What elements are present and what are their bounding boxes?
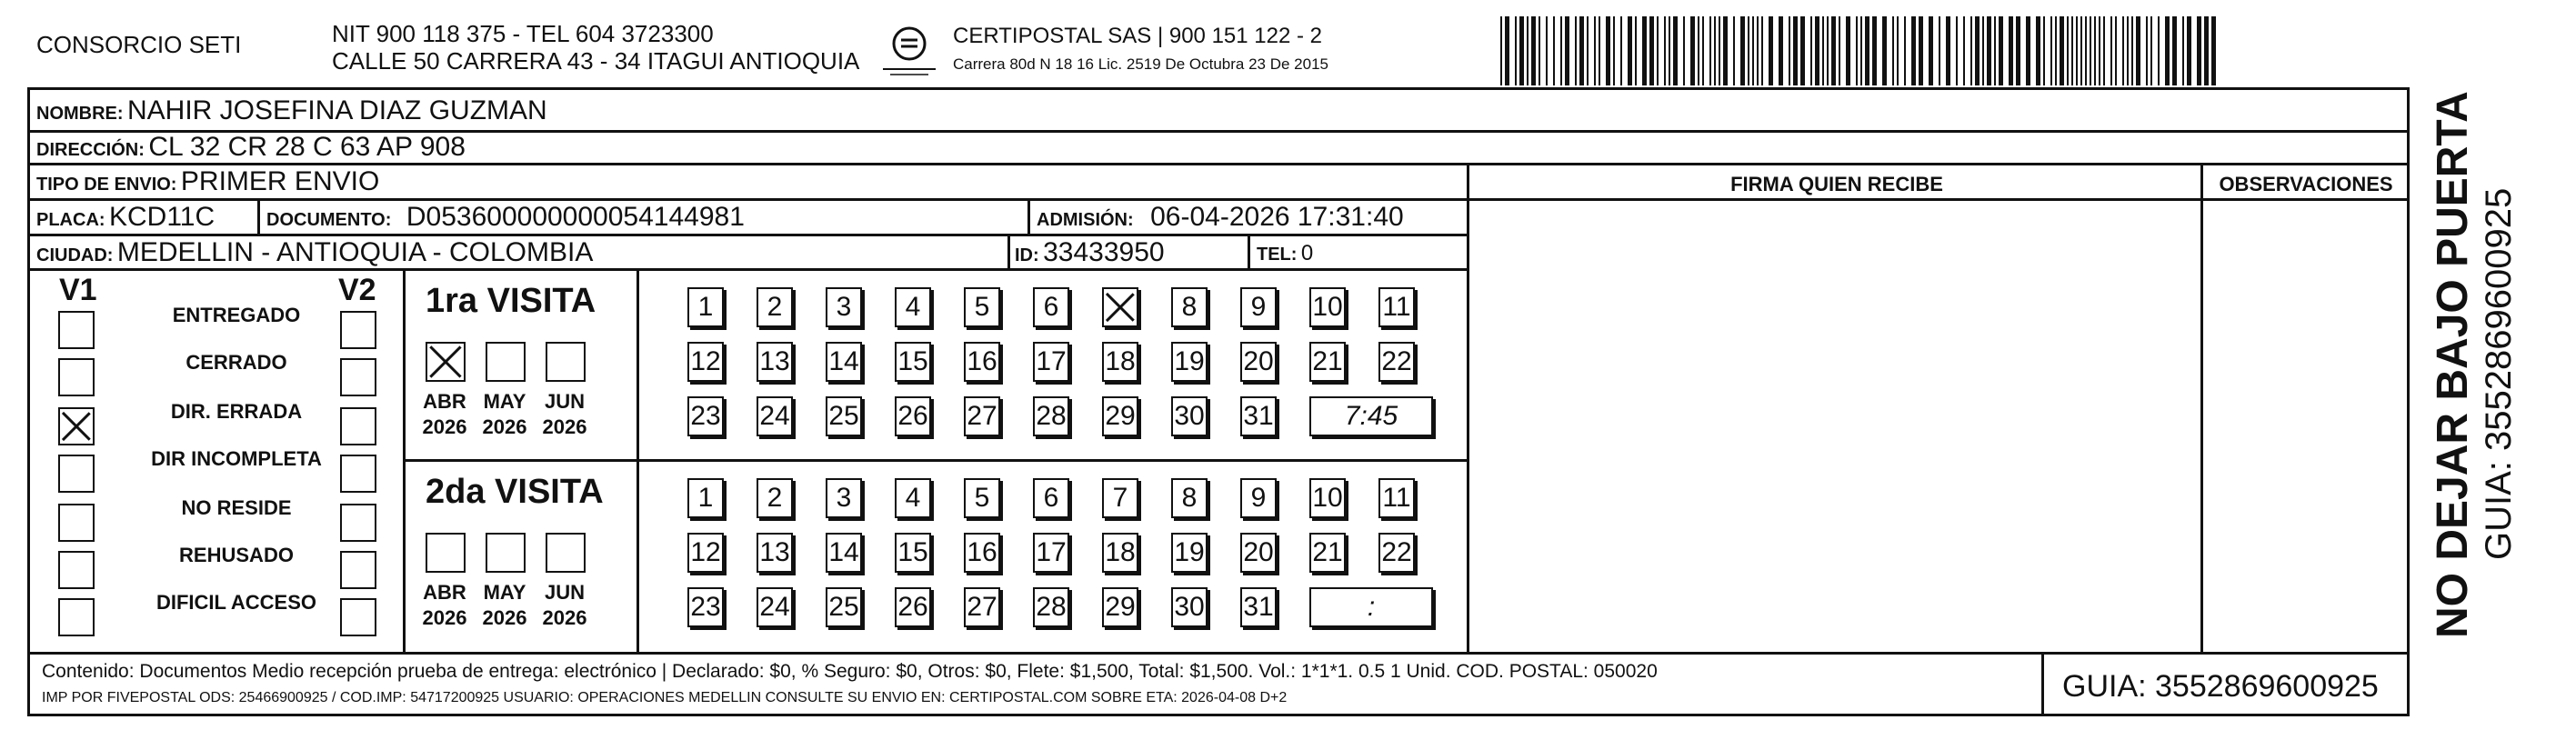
barcode-bar	[1946, 16, 1950, 85]
barcode-bar	[1975, 16, 1980, 85]
barcode-bar	[1769, 16, 1773, 85]
day-box[interactable]: 28	[1033, 587, 1069, 627]
certipostal-logo	[877, 24, 941, 78]
day-box[interactable]: 14	[826, 342, 862, 382]
day-box[interactable]: 23	[687, 396, 724, 436]
v2-checkbox[interactable]	[340, 455, 376, 493]
month-label	[415, 580, 475, 630]
month-year: 2026	[422, 605, 467, 629]
firma-header: FIRMA QUIEN RECIBE	[1730, 173, 1943, 195]
barcode-bar	[1500, 16, 1502, 85]
day-box[interactable]: 26	[895, 396, 931, 436]
day-box[interactable]: 4	[895, 478, 931, 518]
v2-checkbox[interactable]	[340, 598, 376, 636]
barcode-bar	[1939, 16, 1940, 85]
v1-checkbox[interactable]	[58, 455, 95, 493]
day-box[interactable]: 27	[964, 587, 1000, 627]
day-box[interactable]: 6	[1033, 478, 1069, 518]
month-checkbox[interactable]	[486, 533, 526, 573]
barcode-bar	[1606, 16, 1610, 85]
company-name: CONSORCIO SETI	[36, 31, 242, 58]
barcode-bar	[1673, 16, 1678, 85]
certipostal-line-2: Carrera 80d N 18 16 Lic. 2519 De Octubra 23 De 2015	[953, 55, 1328, 73]
status-label: NO RESIDE	[181, 496, 292, 519]
status-label: CERRADO	[185, 351, 287, 374]
v2-header: V2	[338, 273, 376, 307]
day-box[interactable]: 14	[826, 533, 862, 573]
placa-label: PLACA:	[36, 210, 105, 230]
barcode-bar	[1531, 16, 1536, 85]
day-box[interactable]: 16	[964, 533, 1000, 573]
documento-label: DOCUMENTO:	[266, 210, 392, 230]
month-checkbox[interactable]	[546, 533, 586, 573]
day-box[interactable]: 8	[1171, 287, 1208, 327]
v2-checkbox[interactable]	[340, 407, 376, 445]
day-box[interactable]: 3	[826, 287, 862, 327]
day-box[interactable]: 20	[1240, 533, 1277, 573]
ciudad-label: CIUDAD:	[36, 245, 114, 265]
barcode-bar	[2009, 16, 2013, 85]
tel-label: TEL:	[1257, 245, 1298, 265]
tipo-envio-row	[36, 168, 379, 195]
day-box[interactable]: 2	[757, 287, 793, 327]
barcode-bar	[2043, 16, 2045, 85]
barcode-bar	[2050, 16, 2052, 85]
barcode-bar	[1546, 16, 1548, 85]
month-label	[535, 389, 595, 439]
time-box[interactable]: :	[1309, 587, 1433, 627]
barcode-bar	[1846, 16, 1850, 85]
day-box[interactable]: 21	[1309, 342, 1346, 382]
v1-checkbox[interactable]	[58, 311, 95, 349]
day-box[interactable]: 12	[687, 342, 724, 382]
ciudad-value: MEDELLIN - ANTIOQUIA - COLOMBIA	[116, 237, 594, 267]
id-value: 33433950	[1043, 237, 1165, 267]
tel-row	[1257, 243, 1313, 265]
day-box[interactable]: 9	[1240, 287, 1277, 327]
barcode-bar	[2076, 16, 2078, 85]
barcode-bar	[1872, 16, 1877, 85]
day-box[interactable]: 17	[1033, 533, 1069, 573]
status-label: ENTREGADO	[172, 304, 301, 326]
barcode-bar	[1620, 16, 1622, 85]
day-box[interactable]: 16	[964, 342, 1000, 382]
day-box[interactable]	[1102, 287, 1138, 327]
day-box[interactable]: 6	[1033, 287, 1069, 327]
barcode-bar	[1613, 16, 1615, 85]
month-label	[475, 580, 535, 630]
barcode-bar	[1789, 16, 1790, 85]
month-name: JUN	[544, 581, 585, 604]
direccion-row	[36, 134, 466, 161]
tipo-envio-label: TIPO DE ENVIO:	[36, 175, 177, 195]
side-text	[2419, 87, 2537, 651]
month-name: ABR	[423, 581, 466, 604]
barcode-bar	[1657, 16, 1659, 85]
day-box[interactable]: 31	[1240, 587, 1277, 627]
day-box[interactable]: 5	[964, 478, 1000, 518]
barcode-bar	[1649, 16, 1654, 85]
barcode-bar	[1757, 16, 1759, 85]
barcode-bar	[2131, 16, 2133, 85]
barcode-bar	[1733, 16, 1735, 85]
barcode-bar	[1929, 16, 1933, 85]
no-dejar-bajo-puerta: NO DEJAR BAJO PUERTA	[2429, 91, 2477, 638]
day-box[interactable]: 25	[826, 396, 862, 436]
day-box[interactable]: 9	[1240, 478, 1277, 518]
barcode-bar	[1779, 16, 1783, 85]
day-box[interactable]: 23	[687, 587, 724, 627]
day-box[interactable]: 5	[964, 287, 1000, 327]
observaciones-header: OBSERVACIONES	[2219, 173, 2393, 195]
month-label	[535, 580, 595, 630]
placa-row	[36, 204, 215, 231]
barcode-bar	[2150, 16, 2152, 85]
admision-value: 06-04-2026 17:31:40	[1150, 202, 1404, 232]
barcode-bar	[2016, 16, 2020, 85]
day-box[interactable]: 15	[895, 342, 931, 382]
month-checkbox[interactable]	[486, 342, 526, 382]
barcode-bar	[2110, 16, 2112, 85]
barcode-bar	[2026, 16, 2030, 85]
day-box[interactable]: 4	[895, 287, 931, 327]
tipo-envio-value: PRIMER ENVIO	[180, 166, 380, 196]
day-box[interactable]: 7	[1102, 478, 1138, 518]
month-year: 2026	[482, 605, 527, 629]
barcode-bar	[1839, 16, 1840, 85]
barcode-bar	[1575, 16, 1577, 85]
v1-checkbox[interactable]	[58, 504, 95, 542]
direccion-label: DIRECCIÓN:	[36, 140, 145, 160]
day-box[interactable]: 28	[1033, 396, 1069, 436]
barcode-bar	[1723, 16, 1728, 85]
day-box[interactable]: 13	[757, 342, 793, 382]
id-row	[1015, 239, 1165, 266]
day-box[interactable]: 1	[687, 478, 724, 518]
barcode-bar	[1628, 16, 1632, 85]
barcode-bar	[2071, 16, 2073, 85]
barcode-bar	[2197, 16, 2201, 85]
barcode-bar	[2204, 16, 2209, 85]
barcode-bar	[2094, 16, 2096, 85]
day-box[interactable]: 29	[1102, 587, 1138, 627]
barcode-bar	[1831, 16, 1836, 85]
barcode-bar	[1683, 16, 1685, 85]
day-box[interactable]: 18	[1102, 342, 1138, 382]
v2-checkbox[interactable]	[340, 551, 376, 589]
visit1-title: 1ra VISITA	[426, 282, 596, 320]
nit-line-2: CALLE 50 CARRERA 43 - 34 ITAGUI ANTIOQUIA	[332, 47, 860, 75]
barcode	[1500, 16, 2228, 85]
barcode-bar	[1515, 16, 1517, 85]
barcode-bar	[1970, 16, 1972, 85]
barcode-bar	[1856, 16, 1858, 85]
day-box[interactable]: 20	[1240, 342, 1277, 382]
barcode-bar	[1664, 16, 1666, 85]
barcode-bar	[1690, 16, 1695, 85]
barcode-bar	[2115, 16, 2117, 85]
barcode-bar	[2136, 16, 2140, 85]
barcode-bar	[1822, 16, 1824, 85]
barcode-bar	[1698, 16, 1699, 85]
barcode-bar	[2036, 16, 2040, 85]
day-box[interactable]: 15	[895, 533, 931, 573]
month-label	[475, 389, 535, 439]
barcode-bar	[1897, 16, 1899, 85]
barcode-bar	[1719, 16, 1720, 85]
day-box[interactable]: 10	[1309, 287, 1346, 327]
barcode-bar	[1800, 16, 1805, 85]
admision-row	[1037, 204, 1404, 231]
nombre-label: NOMBRE:	[36, 104, 124, 124]
direccion-value: CL 32 CR 28 C 63 AP 908	[148, 132, 466, 162]
barcode-bar	[2127, 16, 2129, 85]
barcode-bar	[2060, 16, 2064, 85]
id-label: ID:	[1015, 245, 1039, 265]
barcode-bar	[1999, 16, 2003, 85]
month-year: 2026	[422, 415, 467, 438]
barcode-bar	[1553, 16, 1555, 85]
barcode-bar	[2080, 16, 2082, 85]
day-box[interactable]: 29	[1102, 396, 1138, 436]
barcode-bar	[2085, 16, 2087, 85]
ciudad-row	[36, 239, 593, 266]
month-checkbox[interactable]	[426, 342, 466, 382]
barcode-bar	[2211, 16, 2216, 85]
month-checkbox[interactable]	[546, 342, 586, 382]
day-box[interactable]: 19	[1171, 533, 1208, 573]
month-year: 2026	[542, 415, 587, 438]
day-box[interactable]: 21	[1309, 533, 1346, 573]
barcode-bar	[1892, 16, 1894, 85]
v2-checkbox[interactable]	[340, 504, 376, 542]
barcode-bar	[1761, 16, 1763, 85]
barcode-bar	[1635, 16, 1637, 85]
barcode-bar	[1815, 16, 1819, 85]
barcode-bar	[1860, 16, 1862, 85]
barcode-bar	[1539, 16, 1540, 85]
barcode-bar	[2103, 16, 2105, 85]
day-box[interactable]: 3	[826, 478, 862, 518]
barcode-bar	[2158, 16, 2160, 85]
barcode-bar	[1594, 16, 1596, 85]
status-label: DIR. ERRADA	[170, 400, 303, 423]
month-name: MAY	[483, 390, 526, 413]
day-box[interactable]: 2	[757, 478, 793, 518]
v1-checkbox[interactable]	[58, 358, 95, 396]
admision-label: ADMISIÓN:	[1037, 210, 1134, 230]
barcode-bar	[1565, 16, 1569, 85]
placa-value: KCD11C	[109, 202, 216, 232]
barcode-bar	[1740, 16, 1745, 85]
footer-contenido: Contenido: Documentos Medio recepción prueba de entrega: electrónico | Declarado: $0, % Seguro: $0, Otros: $0, Flete: $1,500, Total: $1,500. Vol.: 1*1*1. 0.5 1 Unid. COD. POSTAL: 050020	[42, 661, 1658, 682]
barcode-bar	[1911, 16, 1916, 85]
nombre-value: NAHIR JOSEFINA DIAZ GUZMAN	[127, 95, 547, 125]
barcode-bar	[2090, 16, 2091, 85]
day-box[interactable]: 13	[757, 533, 793, 573]
barcode-bar	[2122, 16, 2124, 85]
month-year: 2026	[482, 415, 527, 438]
nit-line-1: NIT 900 118 375 - TEL 604 3723300	[332, 20, 714, 47]
barcode-bar	[1702, 16, 1704, 85]
barcode-bar	[1963, 16, 1965, 85]
barcode-bar	[1505, 16, 1509, 85]
day-box[interactable]: 24	[757, 587, 793, 627]
barcode-bar	[1714, 16, 1716, 85]
time-box[interactable]: 7:45	[1309, 396, 1433, 436]
barcode-bar	[2172, 16, 2177, 85]
footer-imp: IMP POR FIVEPOSTAL ODS: 25466900925 / COD.IMP: 54717200925 USUARIO: OPERACIONES MEDELLIN CONSULTE SU ENVIO EN: CERTIPOSTAL.COM SOBRE ETA: 2026-04-08 D+2	[42, 690, 1288, 705]
day-box[interactable]: 22	[1378, 342, 1415, 382]
status-label: REHUSADO	[179, 544, 294, 566]
day-box[interactable]: 31	[1240, 396, 1277, 436]
day-box[interactable]: 10	[1309, 478, 1346, 518]
v1-checkbox[interactable]	[58, 551, 95, 589]
tel-value: 0	[1300, 241, 1314, 265]
day-box[interactable]: 30	[1171, 396, 1208, 436]
day-box[interactable]: 27	[964, 396, 1000, 436]
barcode-bar	[2187, 16, 2191, 85]
day-box[interactable]: 11	[1378, 478, 1415, 518]
month-name: JUN	[544, 390, 585, 413]
v1-checkbox[interactable]	[58, 598, 95, 636]
day-box[interactable]: 22	[1378, 533, 1415, 573]
v2-checkbox[interactable]	[340, 358, 376, 396]
barcode-bar	[1793, 16, 1798, 85]
barcode-bar	[1560, 16, 1562, 85]
barcode-bar	[1599, 16, 1600, 85]
barcode-bar	[1709, 16, 1711, 85]
barcode-bar	[1579, 16, 1584, 85]
v1-checkbox[interactable]	[58, 407, 95, 445]
v1-header: V1	[59, 273, 97, 307]
month-label	[415, 389, 475, 439]
month-checkbox[interactable]	[426, 533, 466, 573]
barcode-bar	[2165, 16, 2170, 85]
barcode-bar	[1519, 16, 1524, 85]
day-box[interactable]: 11	[1378, 287, 1415, 327]
documento-value: D053600000000054144981	[406, 202, 745, 232]
status-label: DIR INCOMPLETA	[151, 447, 322, 470]
month-name: ABR	[423, 390, 466, 413]
barcode-bar	[1904, 16, 1906, 85]
barcode-bar	[2099, 16, 2100, 85]
barcode-bar	[1882, 16, 1887, 85]
footer-guia: GUIA: 3552869600925	[2062, 669, 2379, 704]
status-label: DIFICIL ACCESO	[155, 591, 316, 614]
barcode-bar	[1587, 16, 1589, 85]
day-box[interactable]: 30	[1171, 587, 1208, 627]
day-box[interactable]: 26	[895, 587, 931, 627]
barcode-bar	[2055, 16, 2057, 85]
barcode-bar	[1982, 16, 1984, 85]
v2-checkbox[interactable]	[340, 311, 376, 349]
barcode-bar	[1987, 16, 1991, 85]
barcode-bar	[1752, 16, 1754, 85]
barcode-bar	[1642, 16, 1647, 85]
barcode-bar	[1956, 16, 1958, 85]
visit2-title: 2da VISITA	[426, 473, 604, 511]
barcode-bar	[1919, 16, 1923, 85]
day-box[interactable]: 19	[1171, 342, 1208, 382]
barcode-bar	[2182, 16, 2184, 85]
day-box[interactable]: 25	[826, 587, 862, 627]
day-box[interactable]: 24	[757, 396, 793, 436]
documento-row	[266, 204, 745, 231]
barcode-bar	[2146, 16, 2148, 85]
day-box[interactable]: 18	[1102, 533, 1138, 573]
month-name: MAY	[483, 581, 526, 604]
barcode-bar	[1810, 16, 1812, 85]
day-box[interactable]: 17	[1033, 342, 1069, 382]
barcode-bar	[1527, 16, 1529, 85]
certipostal-line-1: CERTIPOSTAL SAS | 900 151 122 - 2	[953, 24, 1322, 48]
month-year: 2026	[542, 605, 587, 629]
day-box[interactable]: 12	[687, 533, 724, 573]
day-box[interactable]: 1	[687, 287, 724, 327]
day-box[interactable]: 8	[1171, 478, 1208, 518]
barcode-bar	[1827, 16, 1829, 85]
side-guia: GUIA: 3552869600925	[2479, 187, 2519, 560]
barcode-bar	[1865, 16, 1869, 85]
barcode-bar	[1748, 16, 1749, 85]
barcode-bar	[1994, 16, 1996, 85]
nombre-row	[36, 97, 547, 125]
barcode-bar	[2067, 16, 2069, 85]
barcode-bar	[1669, 16, 1670, 85]
